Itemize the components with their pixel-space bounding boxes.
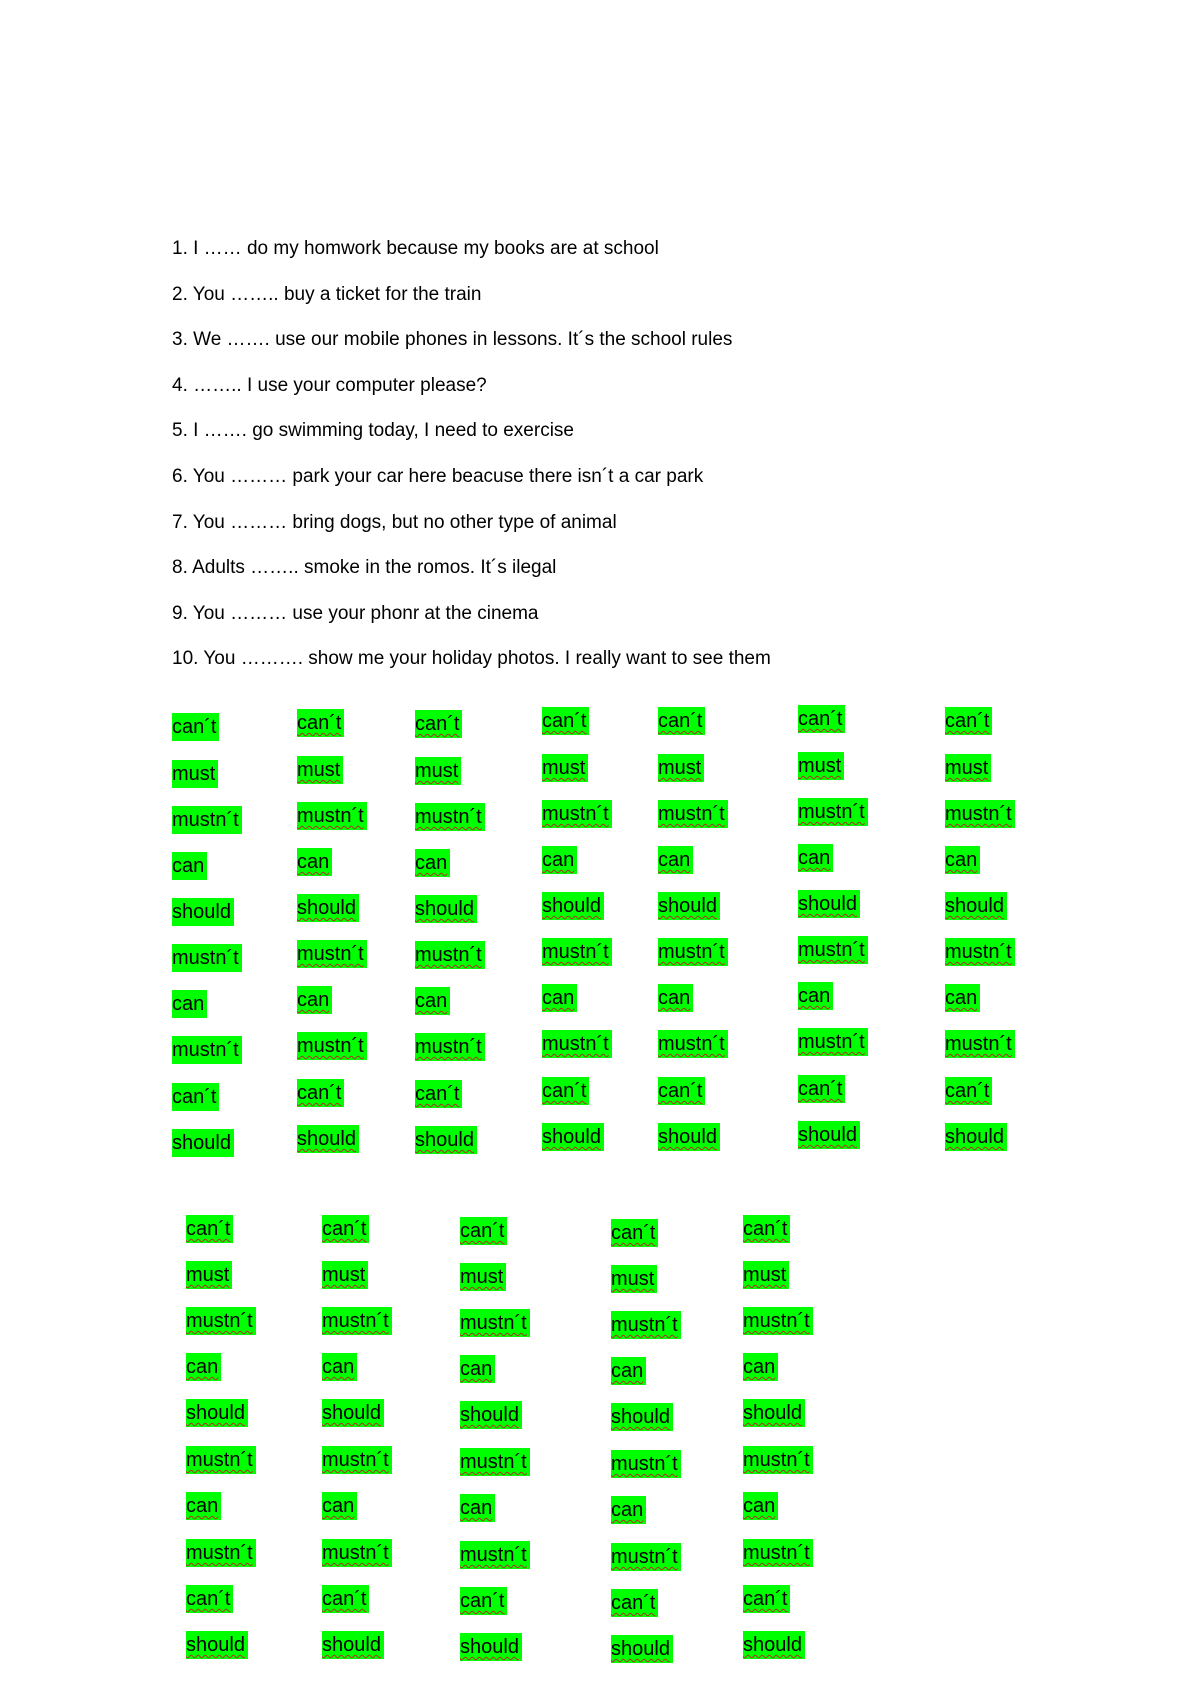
answer-word: can bbox=[945, 984, 980, 1012]
answer-word: can´t bbox=[460, 1217, 507, 1245]
answer-word: can´t bbox=[415, 710, 462, 738]
answer-word: can´t bbox=[172, 713, 219, 741]
answer-word: can bbox=[186, 1353, 221, 1381]
answer-word: mustn´t bbox=[415, 803, 485, 831]
answer-word: must bbox=[415, 757, 461, 785]
answer-word: must bbox=[743, 1261, 789, 1289]
answer-word: mustn´t bbox=[542, 938, 612, 966]
answer-word: mustn´t bbox=[415, 1033, 485, 1061]
answer-word: mustn´t bbox=[172, 944, 242, 972]
question-7: 7. You ……… bring dogs, but no other type of animal bbox=[172, 511, 617, 533]
answer-word: should bbox=[945, 1123, 1007, 1151]
answer-word: can bbox=[945, 846, 980, 874]
answer-word: can´t bbox=[322, 1585, 369, 1613]
answer-word: must bbox=[322, 1261, 368, 1289]
answer-word: should bbox=[297, 894, 359, 922]
answer-word: can bbox=[542, 846, 577, 874]
answer-word: mustn´t bbox=[658, 938, 728, 966]
answer-word: should bbox=[611, 1635, 673, 1663]
answer-word: can bbox=[322, 1492, 357, 1520]
answer-word: can´t bbox=[297, 709, 344, 737]
answer-word: can´t bbox=[945, 1077, 992, 1105]
answer-word: can bbox=[297, 848, 332, 876]
answer-word: can bbox=[542, 984, 577, 1012]
answer-word: should bbox=[460, 1633, 522, 1661]
answer-word: mustn´t bbox=[945, 1030, 1015, 1058]
answer-word: must bbox=[798, 752, 844, 780]
answer-word: can bbox=[297, 986, 332, 1014]
answer-word: mustn´t bbox=[945, 938, 1015, 966]
answer-word: should bbox=[945, 892, 1007, 920]
answer-word: must bbox=[542, 754, 588, 782]
question-2: 2. You …….. buy a ticket for the train bbox=[172, 283, 482, 305]
answer-word: mustn´t bbox=[460, 1541, 530, 1569]
answer-word: can bbox=[743, 1353, 778, 1381]
answer-word: can´t bbox=[186, 1215, 233, 1243]
answer-word: should bbox=[798, 1121, 860, 1149]
answer-word: must bbox=[945, 754, 991, 782]
question-9: 9. You ……… use your phonr at the cinema bbox=[172, 602, 539, 624]
answer-word: mustn´t bbox=[743, 1446, 813, 1474]
answer-word: can´t bbox=[542, 1077, 589, 1105]
answer-word: mustn´t bbox=[798, 798, 868, 826]
answer-word: can´t bbox=[658, 1077, 705, 1105]
answer-word: mustn´t bbox=[611, 1311, 681, 1339]
answer-word: must bbox=[297, 756, 343, 784]
answer-word: can bbox=[658, 846, 693, 874]
answer-word: mustn´t bbox=[658, 800, 728, 828]
answer-word: mustn´t bbox=[460, 1448, 530, 1476]
answer-word: can bbox=[172, 990, 207, 1018]
answer-word: should bbox=[658, 1123, 720, 1151]
answer-word: must bbox=[658, 754, 704, 782]
answer-word: should bbox=[542, 1123, 604, 1151]
answer-word: should bbox=[415, 1126, 477, 1154]
answer-word: can´t bbox=[798, 705, 845, 733]
answer-word: mustn´t bbox=[798, 936, 868, 964]
answer-word: mustn´t bbox=[322, 1539, 392, 1567]
answer-word: mustn´t bbox=[542, 800, 612, 828]
question-1: 1. I …… do my homwork because my books are at school bbox=[172, 238, 659, 259]
answer-word: should bbox=[297, 1125, 359, 1153]
answer-word: should bbox=[415, 895, 477, 923]
answer-word: mustn´t bbox=[186, 1539, 256, 1567]
answer-word: can´t bbox=[542, 707, 589, 735]
answer-word: mustn´t bbox=[186, 1446, 256, 1474]
answer-word: can´t bbox=[658, 707, 705, 735]
answer-word: should bbox=[611, 1403, 673, 1431]
answer-word: can´t bbox=[322, 1215, 369, 1243]
question-10: 10. You ………. show me your holiday photos. I really want to see them bbox=[172, 648, 771, 670]
answer-word: mustn´t bbox=[186, 1307, 256, 1335]
answer-word: can bbox=[743, 1492, 778, 1520]
answer-word: can´t bbox=[798, 1075, 845, 1103]
answer-word: should bbox=[172, 1129, 234, 1157]
answer-word: can´t bbox=[172, 1083, 219, 1111]
answer-word: can bbox=[658, 984, 693, 1012]
answer-word: mustn´t bbox=[415, 941, 485, 969]
answer-word: can´t bbox=[297, 1079, 344, 1107]
answer-word: should bbox=[460, 1401, 522, 1429]
answer-word: can bbox=[611, 1357, 646, 1385]
answer-word: can bbox=[415, 987, 450, 1015]
answer-word: mustn´t bbox=[172, 1036, 242, 1064]
answer-word: mustn´t bbox=[322, 1307, 392, 1335]
question-8: 8. Adults …….. smoke in the romos. It´s ilegal bbox=[172, 557, 557, 579]
answer-word: mustn´t bbox=[611, 1543, 681, 1571]
answer-word: mustn´t bbox=[743, 1539, 813, 1567]
answer-word: must bbox=[186, 1261, 232, 1289]
answer-word: mustn´t bbox=[322, 1446, 392, 1474]
answer-word: can´t bbox=[460, 1587, 507, 1615]
answer-word: can bbox=[798, 844, 833, 872]
question-5: 5. I ……. go swimming today, I need to exercise bbox=[172, 420, 574, 442]
answer-word: must bbox=[611, 1265, 657, 1293]
answer-word: can bbox=[798, 982, 833, 1010]
answer-word: mustn´t bbox=[297, 1032, 367, 1060]
answer-word: mustn´t bbox=[658, 1030, 728, 1058]
question-4: 4. …….. I use your computer please? bbox=[172, 374, 487, 396]
answer-word: should bbox=[798, 890, 860, 918]
question-3: 3. We ……. use our mobile phones in lessons. It´s the school rules bbox=[172, 329, 733, 351]
answer-word: mustn´t bbox=[611, 1450, 681, 1478]
answer-word: should bbox=[172, 898, 234, 926]
answer-word: can bbox=[460, 1355, 495, 1383]
answer-word: mustn´t bbox=[743, 1307, 813, 1335]
answer-word: should bbox=[186, 1399, 248, 1427]
answer-word: mustn´t bbox=[172, 806, 242, 834]
answer-word: should bbox=[658, 892, 720, 920]
question-6: 6. You ……… park your car here beacuse there isn´t a car park bbox=[172, 465, 704, 487]
answer-word: can bbox=[460, 1494, 495, 1522]
answer-word: can´t bbox=[743, 1585, 790, 1613]
answer-word: can bbox=[415, 849, 450, 877]
question-list bbox=[172, 236, 771, 692]
answer-word: can bbox=[322, 1353, 357, 1381]
answer-word: should bbox=[743, 1631, 805, 1659]
answer-word: can bbox=[172, 852, 207, 880]
answer-word: can´t bbox=[611, 1589, 658, 1617]
answer-word: should bbox=[743, 1399, 805, 1427]
answer-word: can´t bbox=[186, 1585, 233, 1613]
answer-word: can´t bbox=[945, 707, 992, 735]
answer-word: mustn´t bbox=[798, 1028, 868, 1056]
answer-word: can bbox=[611, 1496, 646, 1524]
answer-word: can bbox=[186, 1492, 221, 1520]
answer-word: should bbox=[322, 1631, 384, 1659]
answer-word: can´t bbox=[611, 1219, 658, 1247]
answer-word: should bbox=[186, 1631, 248, 1659]
answer-word: must bbox=[460, 1263, 506, 1291]
answer-word: mustn´t bbox=[460, 1309, 530, 1337]
answer-word: should bbox=[542, 892, 604, 920]
answer-word: can´t bbox=[743, 1215, 790, 1243]
answer-word: must bbox=[172, 760, 218, 788]
answer-word: mustn´t bbox=[297, 802, 367, 830]
answer-word: can´t bbox=[415, 1080, 462, 1108]
answer-word: mustn´t bbox=[297, 940, 367, 968]
answer-word: mustn´t bbox=[542, 1030, 612, 1058]
answer-word: should bbox=[322, 1399, 384, 1427]
answer-word: mustn´t bbox=[945, 800, 1015, 828]
